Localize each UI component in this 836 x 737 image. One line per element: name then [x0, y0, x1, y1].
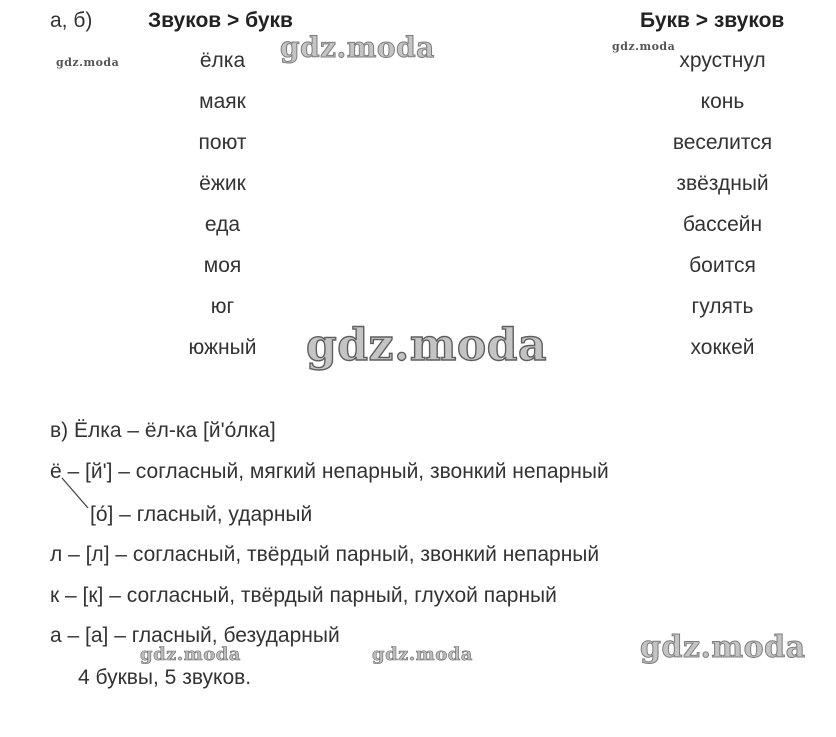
watermark: gdz.moda — [56, 56, 120, 69]
section-label-ab: а, б) — [50, 9, 93, 32]
left-word-list — [150, 48, 295, 376]
list-item: юг — [210, 295, 235, 318]
list-item: боится — [689, 254, 756, 277]
list-item: бассейн — [682, 213, 763, 236]
list-item: звёздный — [676, 172, 769, 195]
watermark: gdz.moda — [640, 630, 806, 665]
list-item: хрустнул — [679, 49, 766, 72]
watermark: gdz.moda — [140, 644, 241, 665]
list-item: конь — [700, 90, 745, 113]
list-item: южный — [188, 336, 257, 359]
watermark: gdz.moda — [306, 320, 548, 371]
analysis-line: ё – [й'] – согласный, мягкий непарный, звонкий непарный — [50, 460, 609, 483]
list-item: ёлка — [199, 49, 246, 72]
list-item: поют — [198, 131, 247, 154]
left-column-heading: Звуков > букв — [148, 9, 293, 32]
list-item: веселится — [672, 131, 773, 154]
analysis-word: в) Ёлка – ёл-ка [й'о́лка] — [50, 419, 276, 442]
list-item: маяк — [199, 90, 246, 113]
list-item: хоккей — [690, 336, 755, 359]
analysis-line: [о́] – гласный, ударный — [90, 503, 313, 526]
watermark: gdz.moda — [612, 40, 676, 53]
watermark: gdz.moda — [372, 644, 473, 665]
list-item: еда — [204, 213, 241, 236]
list-item: ёжик — [199, 172, 246, 195]
analysis-summary: 4 буквы, 5 звуков. — [78, 666, 252, 689]
list-item: моя — [203, 254, 242, 277]
analysis-line: к – [к] – согласный, твёрдый парный, глухой парный — [50, 584, 557, 607]
analysis-line: л – [л] – согласный, твёрдый парный, звонкий непарный — [50, 543, 600, 566]
right-word-list — [640, 48, 805, 376]
watermark: gdz.moda — [280, 31, 435, 64]
right-column-heading: Букв > звуков — [640, 9, 785, 32]
analysis-line: а – [а] – гласный, безударный — [50, 624, 340, 647]
branch-connector — [58, 476, 92, 512]
list-item: гулять — [691, 295, 754, 318]
